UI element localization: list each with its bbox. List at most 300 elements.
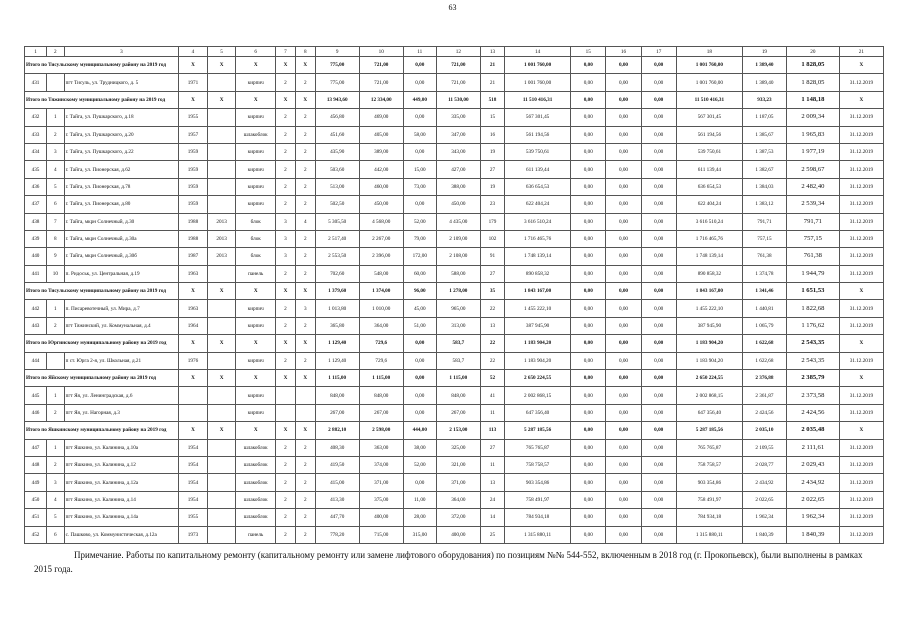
table-cell: X	[207, 422, 236, 439]
table-row	[25, 178, 884, 195]
table-cell: 758 758,57	[505, 456, 571, 473]
table-cell: 2 543,35	[786, 352, 839, 369]
table-cell: 1 822,68	[786, 300, 839, 317]
table-cell: 2	[295, 74, 315, 91]
table-row	[25, 474, 884, 491]
table-cell: 400,00	[436, 526, 480, 543]
address-cell: пгт Яшкино, ул. Калинина, д.12	[64, 456, 179, 473]
table-cell: 890 858,32	[676, 265, 742, 282]
table-cell: 1 115,00	[315, 370, 359, 387]
table-cell: 443	[25, 317, 47, 334]
table-cell: 448	[25, 456, 47, 473]
column-header: 7	[276, 47, 296, 57]
table-cell: 0,00	[571, 74, 606, 91]
table-cell: 0,00	[571, 404, 606, 421]
table-cell: 890 858,32	[505, 265, 571, 282]
table-cell: 31.12.2019	[839, 178, 883, 195]
table-cell: 13	[480, 317, 504, 334]
table-cell: 2 028,77	[742, 456, 786, 473]
address-cell: г. Тайга, ул. Пушкарского, д.20	[64, 126, 179, 143]
table-cell: 1 651,53	[786, 283, 839, 300]
table-cell: 1987	[179, 248, 208, 265]
table-cell: 1 148,18	[786, 91, 839, 108]
table-cell: 3	[276, 213, 296, 230]
table-cell: 721,00	[436, 74, 480, 91]
table-row	[25, 143, 884, 160]
table-cell	[179, 387, 208, 404]
table-cell: 449	[25, 474, 47, 491]
table-cell: 0,00	[606, 387, 641, 404]
table-cell: 31.12.2019	[839, 126, 883, 143]
table-cell: X	[179, 422, 208, 439]
table-cell	[207, 196, 236, 213]
table-cell	[295, 387, 315, 404]
table-cell: 1 716 465,76	[505, 230, 571, 247]
table-cell	[207, 474, 236, 491]
table-cell: 0,00	[641, 230, 676, 247]
table-cell: 343,00	[436, 143, 480, 160]
subtotal-row	[25, 283, 884, 300]
table-cell: 13	[480, 474, 504, 491]
table-cell: 52,00	[403, 213, 436, 230]
table-cell: кирпич	[236, 161, 276, 178]
table-cell: 1971	[179, 74, 208, 91]
table-cell: 1 962,34	[742, 509, 786, 526]
table-cell: 0,00	[403, 143, 436, 160]
table-cell: 1 440,81	[742, 300, 786, 317]
column-header: 12	[436, 47, 480, 57]
table-cell: 2 111,61	[786, 439, 839, 456]
table-cell: 96,00	[403, 283, 436, 300]
subtotal-label: Итого по Юргинскому муниципальному району на 2019 год	[25, 335, 179, 352]
table-header-row	[25, 47, 884, 57]
table-cell: 2	[295, 509, 315, 526]
table-cell: 0,00	[571, 57, 606, 74]
table-row	[25, 404, 884, 421]
table-cell: 0,00	[606, 509, 641, 526]
table-cell: 1 065,79	[742, 317, 786, 334]
table-cell: 1 387,53	[742, 143, 786, 160]
table-cell: 0,00	[571, 300, 606, 317]
table-cell: 405,00	[359, 126, 403, 143]
table-cell: 0,00	[571, 213, 606, 230]
table-cell: 0,00	[641, 352, 676, 369]
table-cell: 450	[25, 491, 47, 508]
table-cell: 400,00	[359, 509, 403, 526]
table-cell: 31.12.2019	[839, 265, 883, 282]
table-cell: 38,00	[403, 439, 436, 456]
table-cell: 0,00	[641, 248, 676, 265]
table-cell: 0,00	[641, 126, 676, 143]
table-cell: X	[207, 283, 236, 300]
table-cell: 0,00	[641, 300, 676, 317]
table-cell: 35	[480, 283, 504, 300]
table-cell: 27	[480, 265, 504, 282]
table-cell: 11,00	[403, 491, 436, 508]
table-cell: 2	[47, 126, 65, 143]
table-cell: 2	[276, 474, 296, 491]
table-cell: 791,71	[742, 213, 786, 230]
table-cell: 5 287 185,56	[676, 422, 742, 439]
table-cell: 1 315 880,11	[676, 526, 742, 543]
table-cell: 7	[47, 213, 65, 230]
address-cell: г. Тайга, ул. Пионерская, д.80	[64, 196, 179, 213]
table-cell: 19	[480, 143, 504, 160]
table-cell: 0,00	[571, 91, 606, 108]
table-cell: 0,00	[606, 404, 641, 421]
subtotal-label: Итого по Яйскому муниципальному району на 2019 год	[25, 370, 179, 387]
table-cell: панель	[236, 265, 276, 282]
address-cell: г. Тайга, мкрн Солнечный, д.30	[64, 213, 179, 230]
table-cell: 1963	[179, 265, 208, 282]
table-cell: X	[276, 283, 296, 300]
table-cell: 2	[276, 265, 296, 282]
table-cell: 2	[295, 439, 315, 456]
table-cell: 0,00	[571, 370, 606, 387]
table-cell: X	[295, 283, 315, 300]
table-cell: 0,00	[571, 265, 606, 282]
table-row	[25, 352, 884, 369]
table-cell: 446	[25, 404, 47, 421]
table-cell: 2 376,88	[742, 370, 786, 387]
table-cell: 364,00	[436, 491, 480, 508]
table-cell: 10	[47, 265, 65, 282]
table-cell: X	[207, 91, 236, 108]
table-cell: 0,00	[606, 230, 641, 247]
table-cell: 2 482,40	[786, 178, 839, 195]
table-cell: X	[179, 57, 208, 74]
table-cell: 1	[47, 439, 65, 456]
table-cell: 2013	[207, 213, 236, 230]
table-cell: 51,00	[403, 317, 436, 334]
table-cell: 3	[295, 300, 315, 317]
table-cell: 2 543,35	[786, 335, 839, 352]
table-cell: 721,00	[359, 57, 403, 74]
table-cell: 6	[47, 526, 65, 543]
table-cell: 79,00	[403, 230, 436, 247]
table-cell: 1 716 465,76	[676, 230, 742, 247]
table-cell: 0,00	[606, 143, 641, 160]
table-cell: 73,00	[403, 178, 436, 195]
column-header: 3	[64, 47, 179, 57]
table-row	[25, 317, 884, 334]
table-cell: 2 108,00	[436, 248, 480, 265]
table-cell: 13 943,60	[315, 91, 359, 108]
table-cell: 267,00	[315, 404, 359, 421]
column-header: 21	[839, 47, 883, 57]
table-cell: 0,00	[641, 335, 676, 352]
table-cell: 439	[25, 230, 47, 247]
table-cell: 761,38	[742, 248, 786, 265]
table-cell: 1 622,68	[742, 335, 786, 352]
table-cell: 0,00	[571, 422, 606, 439]
table-row	[25, 230, 884, 247]
table-cell: 441	[25, 265, 47, 282]
table-cell: 413,30	[315, 491, 359, 508]
table-cell: 1 183 904,20	[505, 335, 571, 352]
table-cell: блок	[236, 248, 276, 265]
table-cell	[207, 491, 236, 508]
table-cell: 0,00	[403, 196, 436, 213]
table-cell: 539 750,61	[505, 143, 571, 160]
table-cell: 2 109,00	[436, 230, 480, 247]
table-cell: 1957	[179, 126, 208, 143]
table-cell: 0,00	[606, 91, 641, 108]
table-cell: 2 029,43	[786, 456, 839, 473]
table-cell: 0,00	[571, 317, 606, 334]
table-cell: 365,80	[315, 317, 359, 334]
table-cell: 2 002 868,15	[505, 387, 571, 404]
table-cell: 0,00	[606, 265, 641, 282]
table-cell: кирпич	[236, 178, 276, 195]
table-cell: 1 341,46	[742, 283, 786, 300]
table-cell	[47, 352, 65, 369]
table-cell: X	[179, 91, 208, 108]
table-row	[25, 74, 884, 91]
table-cell: 2	[47, 404, 65, 421]
table-cell: 1964	[179, 317, 208, 334]
table-cell: кирпич	[236, 109, 276, 126]
table-cell: 31.12.2019	[839, 161, 883, 178]
table-cell: 0,00	[606, 74, 641, 91]
table-cell: 2	[276, 109, 296, 126]
table-cell: 1 183 904,20	[676, 352, 742, 369]
table-cell: 31.12.2019	[839, 74, 883, 91]
table-cell: 0,00	[641, 196, 676, 213]
table-cell: 2 267,00	[359, 230, 403, 247]
table-cell	[207, 143, 236, 160]
table-cell: 432	[25, 109, 47, 126]
table-cell: 2	[295, 456, 315, 473]
table-cell: 0,00	[641, 109, 676, 126]
table-cell: кирпич	[236, 404, 276, 421]
table-cell: 102	[480, 230, 504, 247]
table-cell: X	[236, 57, 276, 74]
table-cell: 2	[276, 491, 296, 508]
table-cell: 4	[47, 491, 65, 508]
table-cell: 848,00	[436, 387, 480, 404]
address-cell: пгт Яя, ул. Нагорная, д.3	[64, 404, 179, 421]
table-cell: 16	[480, 126, 504, 143]
table-cell: 502,50	[315, 196, 359, 213]
table-row	[25, 196, 884, 213]
column-header: 5	[207, 47, 236, 57]
table-cell: шлакоблок	[236, 126, 276, 143]
table-cell: 0,00	[641, 265, 676, 282]
table-cell: 2	[276, 456, 296, 473]
table-cell: 622 404,24	[676, 196, 742, 213]
table-cell	[207, 456, 236, 473]
table-cell: 21	[480, 74, 504, 91]
table-cell: 503,60	[315, 161, 359, 178]
table-cell: 2	[295, 126, 315, 143]
table-cell: 5 305,50	[315, 213, 359, 230]
table-cell: 1 748 139,14	[676, 248, 742, 265]
table-cell: X	[839, 335, 883, 352]
table-cell: 445	[25, 387, 47, 404]
table-cell: 1	[47, 300, 65, 317]
table-cell: 903 354,86	[676, 474, 742, 491]
table-cell: X	[276, 335, 296, 352]
table-cell: 5 287 185,56	[505, 422, 571, 439]
table-cell: 374,00	[359, 456, 403, 473]
table-cell: X	[179, 370, 208, 387]
table-cell: шлакоблок	[236, 456, 276, 473]
table-cell	[207, 317, 236, 334]
table-cell: 31.12.2019	[839, 474, 883, 491]
table-row	[25, 300, 884, 317]
table-cell: 1 944,79	[786, 265, 839, 282]
table-cell: 2	[295, 317, 315, 334]
table-cell: 0,00	[606, 213, 641, 230]
table-cell: X	[207, 335, 236, 352]
table-cell: 449,00	[403, 91, 436, 108]
table-cell: 1 622,68	[742, 352, 786, 369]
page-number: 63	[448, 3, 457, 12]
table-cell: 0,00	[641, 439, 676, 456]
subtotal-row	[25, 422, 884, 439]
table-cell: 4 568,00	[359, 213, 403, 230]
table-cell: 0,00	[403, 370, 436, 387]
table-cell: 0,00	[571, 161, 606, 178]
table-cell: 3 616 510,24	[505, 213, 571, 230]
table-cell: 313,00	[436, 317, 480, 334]
table-cell: X	[276, 57, 296, 74]
table-cell: 2	[295, 178, 315, 195]
table-cell: 2 882,10	[315, 422, 359, 439]
table-cell: 758 491,97	[505, 491, 571, 508]
table-cell: 848,00	[315, 387, 359, 404]
table-cell	[207, 161, 236, 178]
subtotal-row	[25, 91, 884, 108]
subtotal-label: Итого по Тисульскому муниципальному району на 2019 год	[25, 283, 179, 300]
table-cell: 0,00	[641, 161, 676, 178]
table-cell: 729,6	[359, 335, 403, 352]
table-cell: 2	[276, 526, 296, 543]
table-cell: 371,00	[359, 474, 403, 491]
address-cell: г. Тайга, ул. Пионерская, д.78	[64, 178, 179, 195]
address-cell: г. Тайга, мкрн Солнечный, д.30б	[64, 248, 179, 265]
table-cell: 2	[295, 161, 315, 178]
table-cell: 2	[295, 491, 315, 508]
table-cell: 3	[47, 143, 65, 160]
table-cell: 2	[295, 265, 315, 282]
table-cell: 335,00	[436, 109, 480, 126]
table-cell: 0,00	[571, 230, 606, 247]
table-row	[25, 387, 884, 404]
table-cell: 3	[276, 248, 296, 265]
table-row	[25, 265, 884, 282]
table-cell: 721,00	[359, 74, 403, 91]
table-cell: 1 748 139,14	[505, 248, 571, 265]
address-cell: п. Писаревотечный, ул. Мира, д.7	[64, 300, 179, 317]
table-cell: кирпич	[236, 196, 276, 213]
table-cell: 31.12.2019	[839, 387, 883, 404]
table-cell: 4	[47, 161, 65, 178]
table-row	[25, 109, 884, 126]
column-header: 9	[315, 47, 359, 57]
table-cell: 19	[480, 178, 504, 195]
table-cell	[295, 404, 315, 421]
table-cell: 1959	[179, 178, 208, 195]
table-cell: 3	[276, 230, 296, 247]
table-cell: 415,00	[315, 474, 359, 491]
table-cell: 0,00	[641, 474, 676, 491]
table-cell: 31.12.2019	[839, 248, 883, 265]
table-cell: 2	[295, 248, 315, 265]
table-cell: 14	[480, 509, 504, 526]
table-cell: 2 373,58	[786, 387, 839, 404]
table-cell: 0,00	[606, 283, 641, 300]
table-cell: 2013	[207, 248, 236, 265]
address-cell: г. Тайга, ул. Пушкарского, д.18	[64, 109, 179, 126]
table-cell: 31.12.2019	[839, 143, 883, 160]
table-cell: 2	[47, 456, 65, 473]
table-cell: 1 001 760,00	[676, 57, 742, 74]
table-cell: 1 389,40	[742, 74, 786, 91]
table-cell: 2	[276, 196, 296, 213]
table-cell: 0,00	[403, 74, 436, 91]
table-cell	[207, 387, 236, 404]
column-header: 14	[505, 47, 571, 57]
table-cell: кирпич	[236, 317, 276, 334]
table-cell: 0,00	[606, 474, 641, 491]
subtotal-label: Итого по Тисульскому муниципальному району на 2019 год	[25, 57, 179, 74]
table-cell: 27	[480, 439, 504, 456]
table-cell: 22	[480, 335, 504, 352]
table-cell: 31.12.2019	[839, 509, 883, 526]
table-cell: 0,00	[641, 178, 676, 195]
table-cell: 561 194,56	[505, 126, 571, 143]
table-cell: X	[236, 422, 276, 439]
table-cell: 452	[25, 526, 47, 543]
table-cell: 434	[25, 143, 47, 160]
table-cell: 1 379,60	[315, 283, 359, 300]
table-cell: 539 750,61	[676, 143, 742, 160]
table-cell: X	[295, 370, 315, 387]
table-cell: 1 010,00	[359, 300, 403, 317]
table-cell: 325,00	[436, 439, 480, 456]
table-cell: X	[236, 335, 276, 352]
table-cell: 0,00	[571, 439, 606, 456]
table-cell: 11	[480, 404, 504, 421]
table-row	[25, 161, 884, 178]
table-cell: шлакоблок	[236, 491, 276, 508]
table-cell: 371,00	[436, 474, 480, 491]
table-cell: 0,00	[641, 74, 676, 91]
table-cell: 456,80	[315, 109, 359, 126]
table-cell: 0,00	[571, 387, 606, 404]
table-cell: 2	[295, 526, 315, 543]
table-cell: 2	[295, 109, 315, 126]
table-cell: 765 765,87	[505, 439, 571, 456]
table-cell: 0,00	[571, 248, 606, 265]
table-cell: 757,15	[742, 230, 786, 247]
table-cell: 729,6	[359, 352, 403, 369]
table-cell: блок	[236, 213, 276, 230]
table-cell: 758 491,97	[676, 491, 742, 508]
table-cell: 933,23	[742, 91, 786, 108]
table-cell: 447,70	[315, 509, 359, 526]
table-cell: 442	[25, 300, 47, 317]
table-cell: 31.12.2019	[839, 439, 883, 456]
table-cell: 91	[480, 248, 504, 265]
subtotal-label: Итого по Яшкинскому муниципальному району на 2019 год	[25, 422, 179, 439]
table-cell: 1 840,39	[786, 526, 839, 543]
table-cell: 0,00	[606, 109, 641, 126]
table-cell: 1954	[179, 491, 208, 508]
table-cell: 636 654,53	[676, 178, 742, 195]
